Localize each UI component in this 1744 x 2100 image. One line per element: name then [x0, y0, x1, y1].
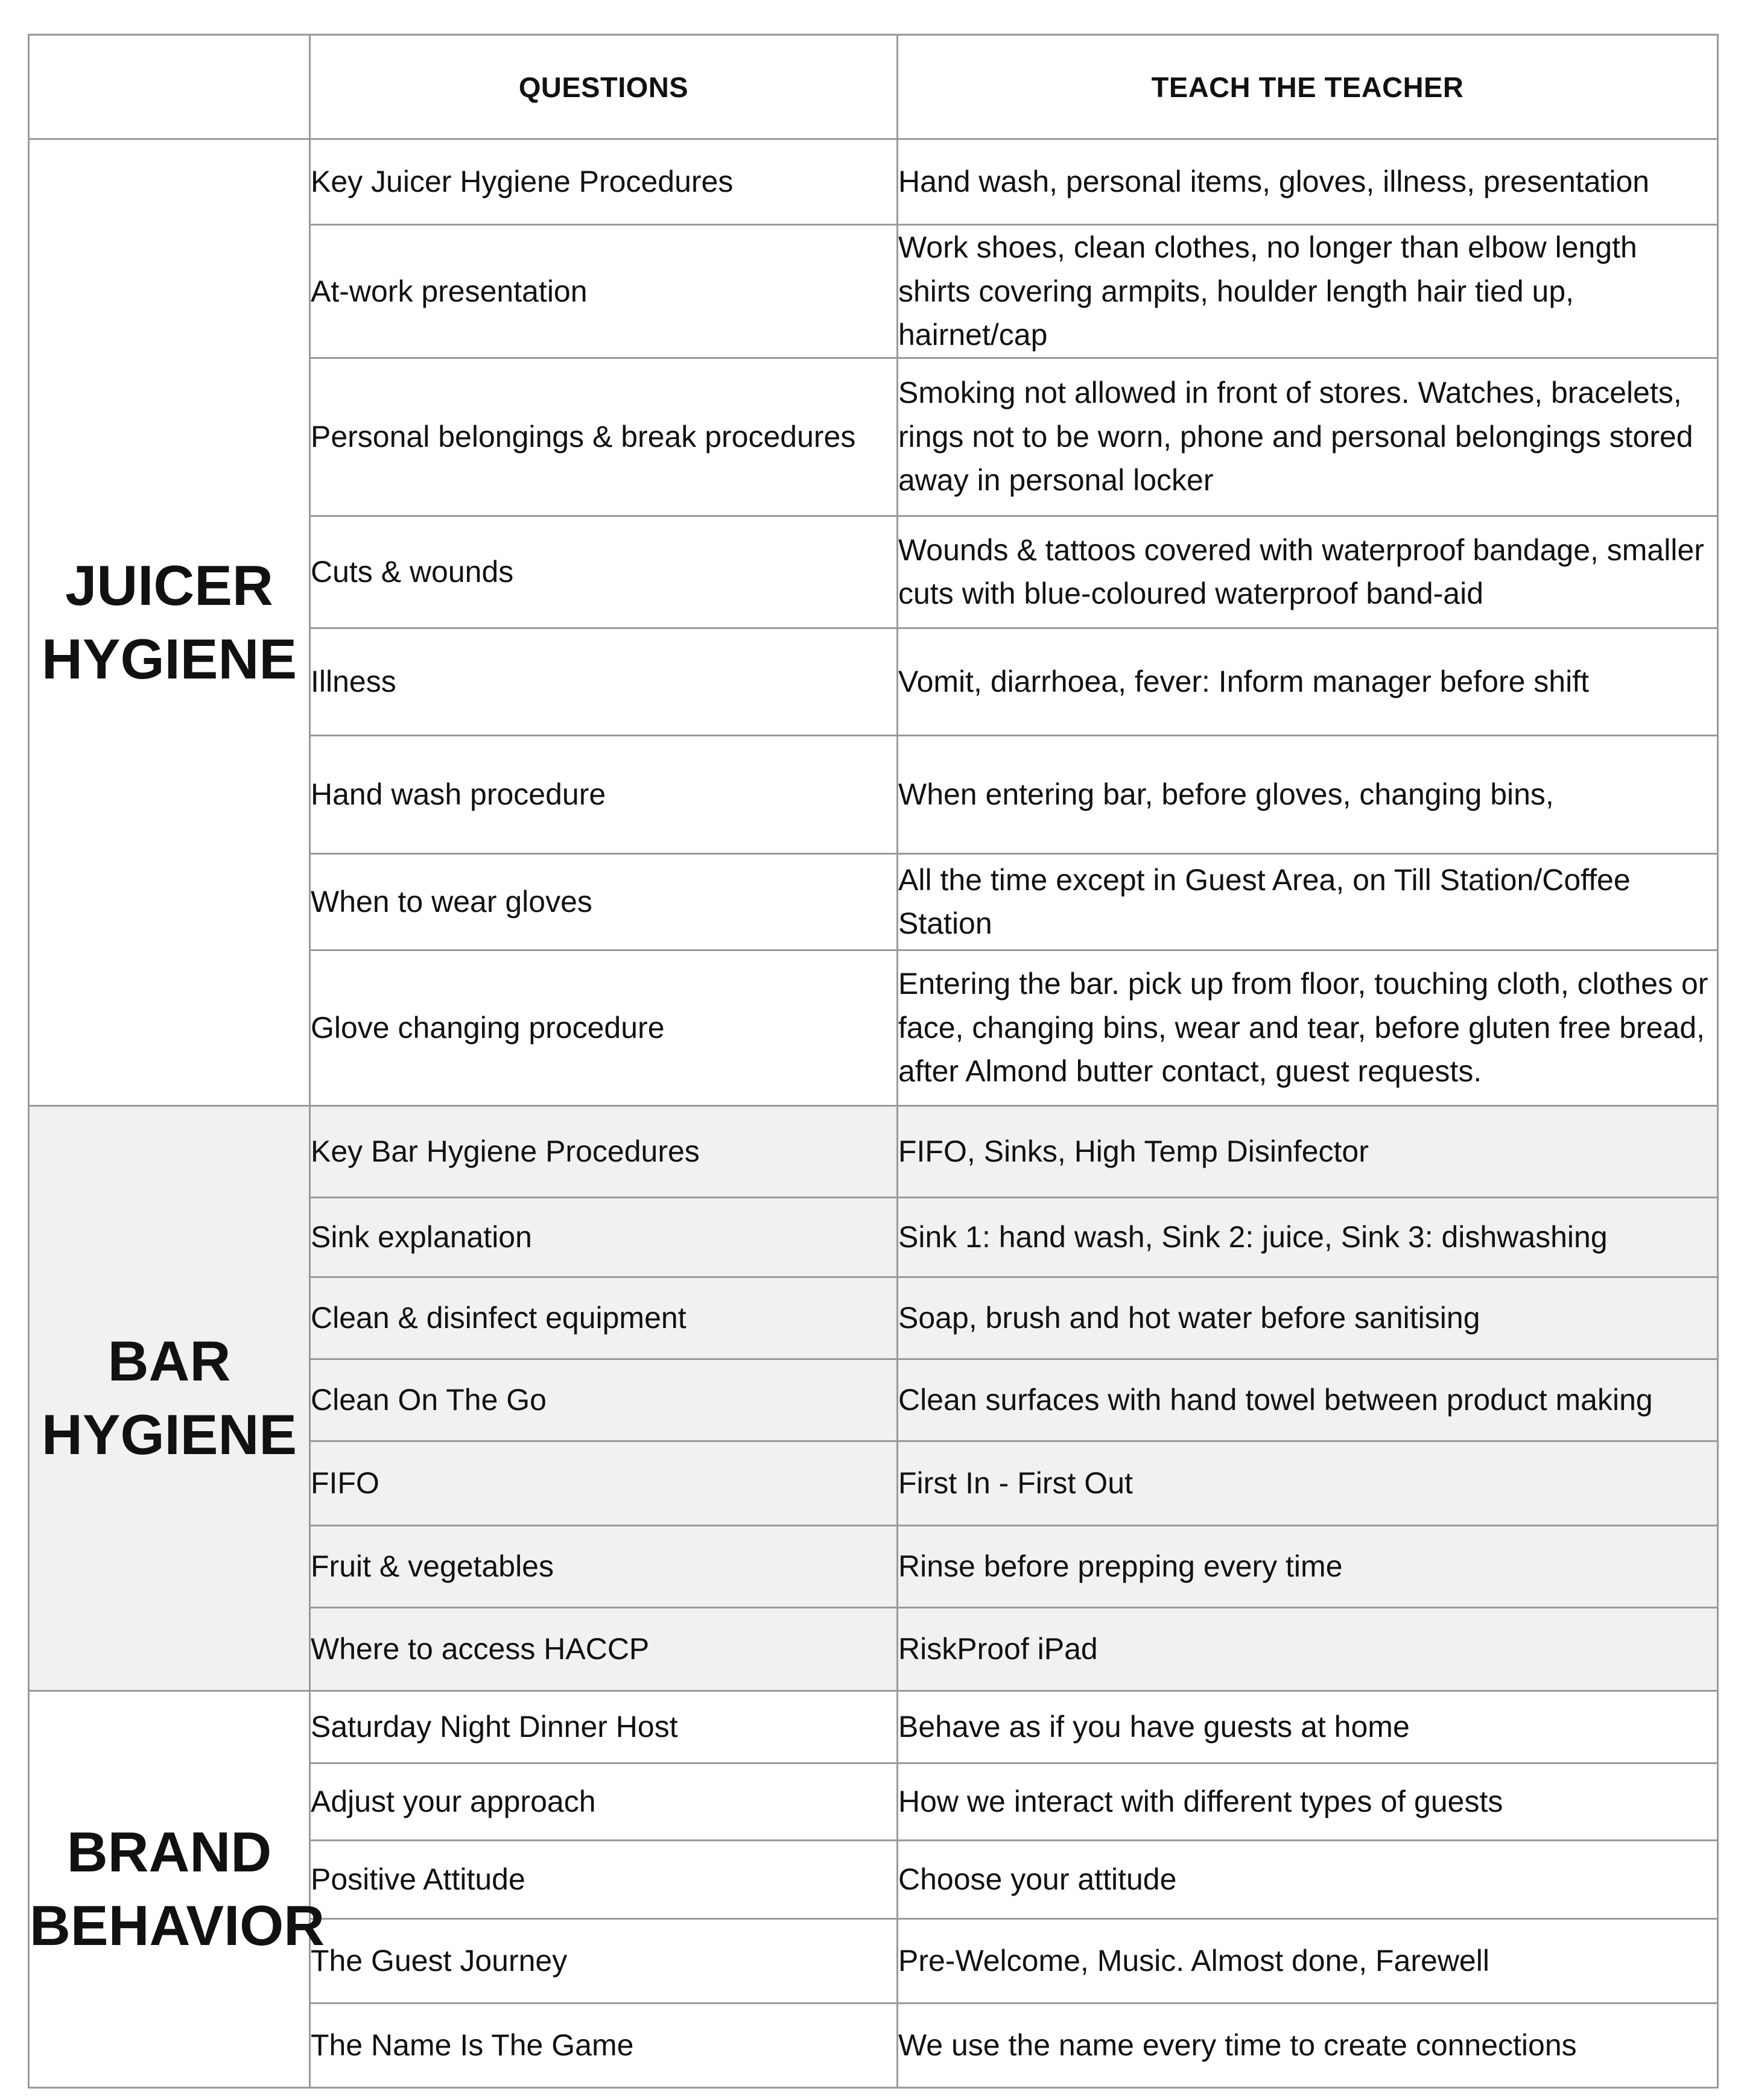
section-juicer-hygiene: JUICER HYGIENE	[29, 139, 310, 1106]
question-cell: Personal belongings & break procedures	[310, 358, 898, 516]
answer-cell: When entering bar, before gloves, changing bins,	[898, 735, 1718, 853]
answer-cell: We use the name every time to create connections	[898, 2003, 1718, 2087]
answer-cell: Behave as if you have guests at home	[898, 1690, 1718, 1763]
answer-cell: Smoking not allowed in front of stores. Watches, bracelets, rings not to be worn, phone and personal belongings stored away in personal locker	[898, 358, 1718, 516]
questions-header: QUESTIONS	[310, 35, 898, 139]
answer-cell: Sink 1: hand wash, Sink 2: juice, Sink 3: dishwashing	[898, 1197, 1718, 1277]
header-row	[29, 35, 1718, 139]
answer-cell: Vomit, diarrhoea, fever: Inform manager before shift	[898, 628, 1718, 735]
question-cell: The Guest Journey	[310, 1918, 898, 2003]
section-brand-behavior: BRAND BEHAVIOR	[29, 1690, 310, 2087]
answer-cell: Choose your attitude	[898, 1840, 1718, 1918]
question-cell: Cuts & wounds	[310, 516, 898, 628]
question-cell: Hand wash procedure	[310, 735, 898, 853]
answer-cell: Soap, brush and hot water before sanitising	[898, 1277, 1718, 1359]
question-cell: Key Juicer Hygiene Procedures	[310, 139, 898, 225]
answer-cell: Rinse before prepping every time	[898, 1525, 1718, 1607]
answer-cell: Pre-Welcome, Music. Almost done, Farewell	[898, 1918, 1718, 2003]
answer-cell: Wounds & tattoos covered with waterproof bandage, smaller cuts with blue-coloured waterproof band-aid	[898, 516, 1718, 628]
question-cell: Saturday Night Dinner Host	[310, 1690, 898, 1763]
table-row	[29, 139, 1718, 225]
answer-cell: RiskProof iPad	[898, 1607, 1718, 1690]
question-cell: At-work presentation	[310, 225, 898, 358]
question-cell: The Name Is The Game	[310, 2003, 898, 2087]
question-cell: Clean On The Go	[310, 1359, 898, 1441]
section-bar-hygiene: BAR HYGIENE	[29, 1105, 310, 1690]
question-cell: Positive Attitude	[310, 1840, 898, 1918]
question-cell: Key Bar Hygiene Procedures	[310, 1105, 898, 1197]
question-cell: Illness	[310, 628, 898, 735]
corner-cell	[29, 35, 310, 139]
answer-cell: Entering the bar. pick up from floor, touching cloth, clothes or face, changing bins, wear and tear, before gluten free bread, after Almond butter contact, guest requests.	[898, 950, 1718, 1105]
question-cell: Clean & disinfect equipment	[310, 1277, 898, 1359]
answer-cell: FIFO, Sinks, High Temp Disinfector	[898, 1105, 1718, 1197]
question-cell: Where to access HACCP	[310, 1607, 898, 1690]
question-cell: FIFO	[310, 1441, 898, 1525]
answer-cell: How we interact with different types of guests	[898, 1763, 1718, 1840]
question-cell: Sink explanation	[310, 1197, 898, 1277]
question-cell: Fruit & vegetables	[310, 1525, 898, 1607]
question-cell: When to wear gloves	[310, 853, 898, 950]
question-cell: Adjust your approach	[310, 1763, 898, 1840]
answer-cell: Clean surfaces with hand towel between product making	[898, 1359, 1718, 1441]
table-row	[29, 1690, 1718, 1763]
table-row	[29, 1105, 1718, 1197]
training-table	[28, 34, 1719, 2089]
answer-cell: All the time except in Guest Area, on Till Station/Coffee Station	[898, 853, 1718, 950]
teach-the-teacher-header: TEACH THE TEACHER	[898, 35, 1718, 139]
answer-cell: Work shoes, clean clothes, no longer than elbow length shirts covering armpits, houlder length hair tied up, hairnet/cap	[898, 225, 1718, 358]
answer-cell: First In - First Out	[898, 1441, 1718, 1525]
question-cell: Glove changing procedure	[310, 950, 898, 1105]
answer-cell: Hand wash, personal items, gloves, illness, presentation	[898, 139, 1718, 225]
